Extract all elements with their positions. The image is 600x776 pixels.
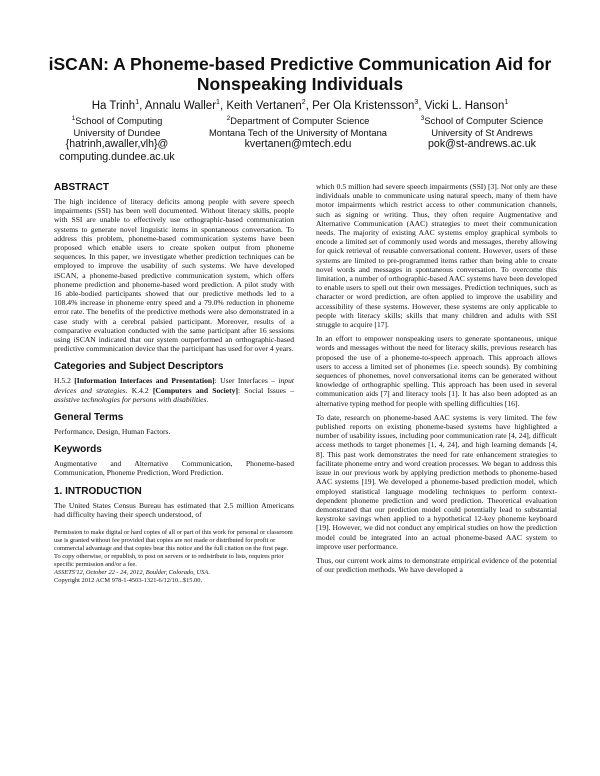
author-name: Keith Vertanen — [226, 100, 302, 112]
author-affiliation-marker: 1 — [216, 99, 220, 107]
category-subject: : User Interfaces – — [214, 376, 275, 386]
abstract-text: The high incidence of literacy deficits among people with severe speech impairments (SSI) has been well documented. Without literacy skills, people with SSI are unable to effectively use orthographic-based communication systems to generate novel linguistic items in spontaneous conversation. To address this problem, phoneme-based communication systems have been proposed which enable users to create spoken output from phoneme sequences. In this paper, we investigate whether prediction techniques can be employed to improve the usability of such systems. We have developed iSCAN, a phoneme-based predictive communication system, which offers phoneme prediction and phoneme-based word prediction. A pilot study with 16 able-bodied participants showed that our predictive methods led to a 108.4% increase in phoneme entry speed and a 79.0% reduction in phoneme error rate. The benefits of the predictive methods were also demonstrated in a case study with a cerebral palsied participant. Moreover, results of a comparative evaluation conducted with the same participant after 16 sessions using iSCAN indicated that our system outperformed an orthographic-based predictive communication device that the participant has used for over 4 years. — [54, 197, 294, 354]
general-terms-text: Performance, Design, Human Factors. — [54, 427, 171, 437]
paper-title: iSCAN: A Phoneme-based Predictive Communication Aid for Nonspeaking Individuals — [48, 54, 552, 94]
affiliation-email: pok@st-andrews.ac.uk — [428, 138, 536, 150]
affiliation-email-domain: computing.dundee.ac.uk — [59, 150, 175, 163]
category-name: [Information Interfaces and Presentation] — [74, 376, 215, 386]
affiliation-email: {hatrinh,awaller,vlh}@ — [65, 138, 169, 150]
affiliation-institution: University of Dundee — [73, 126, 161, 138]
introduction-heading: 1. INTRODUCTION — [54, 485, 142, 497]
affiliation-department: School of Computing — [75, 115, 163, 126]
introduction-text: The United States Census Bureau has estimated that 2.5 million Americans had difficulty having their speech understood, of — [54, 500, 294, 519]
category-code: K.4.2 — [131, 385, 149, 395]
right-column — [316, 182, 557, 574]
author-affiliation-marker: 2 — [301, 99, 306, 107]
affiliation-number: 2 — [226, 114, 231, 122]
category-code: H.5.2 — [54, 376, 71, 386]
author-name: Ha Trinh — [91, 100, 136, 112]
author-affiliation-marker: 1 — [135, 99, 140, 107]
affiliation-montana — [198, 115, 398, 151]
author-name: Annalu Waller — [144, 100, 217, 112]
author-affiliation-marker: 1 — [504, 99, 509, 107]
body-paragraph: Thus, our current work aims to demonstrate empirical evidence of the potential of our prediction methods. We have developed a — [316, 555, 557, 575]
general-terms-heading: General Terms — [54, 412, 124, 424]
affiliation-institution: Montana Tech of the University of Montana — [208, 126, 388, 138]
copyright-text: Copyright 2012 ACM 978-1-4503-1321-6/12/10...$15.00. — [54, 576, 203, 584]
author-affiliation-marker: 3 — [414, 99, 419, 107]
left-column — [54, 182, 294, 584]
affiliation-department: Department of Computer Science — [230, 115, 370, 126]
body-paragraph: which 0.5 million had severe speech impairments (SSI) [3]. Not only are these individuals unable to communicate using natural speech, many of them have motor impairments which restrict access to other communication channels, such as signing or writing. Thus, they often require Augmentative and Alternative Communication (AAC) strategies to meet their communication needs. The majority of existing AAC systems employ graphical symbols to encode a limited set of commonly used words and messages, thereby allowing for quick retrieval of reusable conversational content. However, users of these systems are limited to pre-programmed items rather than being able to create novel words and messages in spontaneous conversation. To overcome this limitation, a number of orthographic-based AAC systems have been developed to enable users to spell out their own messages. Prediction techniques, such as character or word prediction, are often applied to improve the usability and accessibility of these systems. However, these systems are only applicable to people with literacy skills; skills that many children and adults with SSI struggle to acquire [17]. — [316, 182, 557, 330]
categories-heading: Categories and Subject Descriptors — [54, 361, 224, 373]
affiliation-dundee — [42, 115, 192, 163]
category-descriptor: assistive technologies for persons with disabilities. — [54, 394, 209, 404]
keywords-text: Augmentative and Alternative Communication, Phoneme-based Communication, Phoneme Prediction, Word Prediction. — [54, 459, 294, 478]
affiliation-st-andrews — [402, 115, 562, 151]
permission-notice — [54, 529, 294, 584]
permission-text: Permission to make digital or hard copies of all or part of this work for personal or classroom use is granted without fee provided that copies are not made or distributed for profit or commercial advantage and that copies bear this notice and the full citation on the first page. To copy otherwise, or republish, to post on servers or to redistribute to lists, requires prior specific permission and/or a fee. — [54, 529, 293, 568]
author-name: Vicki L. Hanson — [424, 100, 505, 112]
body-paragraph: In an effort to empower nonspeaking users to generate spontaneous, unique words and messages without the need for literacy skills, previous research has proposed the use of a phoneme-to-speech approach. This approach allows users to access a limited set of phonemes (i.e. speech sounds). By combining sequences of phonemes, novel conversational items can be generated without knowledge of orthographic spelling. This approach has been used in several communication aids [7] and literacy tools [1]. It has also been adopted as an alternative typing method for people with spelling difficulties [16]. — [316, 334, 557, 408]
category-subject: : Social Issues – — [237, 385, 294, 395]
author-list: Ha Trinh$^1$, Annalu Waller$^1$, Keith Vertanen$^2$, Per Ola Kristensson$^3$, Vicki L. Hanson$^1$ — [91, 99, 509, 112]
affiliation-number: 1 — [71, 114, 76, 122]
author-name: Per Ola Kristensson — [312, 100, 415, 112]
body-paragraph: To date, research on phoneme-based AAC systems is very limited. The few published reports on existing phoneme-based systems have highlighted a number of usability issues, including poor communication rate [4, 24], difficult access methods to target phonemes [1, 4, 24], and high learning demands [4, 8]. This past work demonstrates the need for rate enhancement strategies to facilitate phoneme entry and word creation processes. We began to address this issue in our previous work by applying prediction methods to phoneme-based AAC systems [19]. We developed a phoneme-based prediction model, which employed statistical language modeling techniques to perform context-dependent phoneme prediction and word prediction. Theoretical evaluation demonstrated that our prediction model could potentially lead to substantial keystroke savings when applied to a hypothetical 12-key phoneme keyboard [19]. However, we did not conduct any empirical studies on how the prediction model could be integrated into an actual phoneme-based AAC system to improve user performance. — [316, 412, 557, 551]
affiliation-email: kvertanen@mtech.edu — [244, 138, 352, 150]
categories-text — [54, 376, 294, 404]
keywords-heading: Keywords — [54, 444, 102, 456]
affiliation-number: 3 — [420, 114, 425, 122]
venue-text: ASSETS'12, October 22 - 24, 2012, Boulder, Colorado, USA. — [54, 568, 210, 576]
abstract-heading: ABSTRACT — [54, 182, 109, 193]
category-name: [Computers and Society] — [152, 385, 238, 395]
category-descriptor: input devices and strategies. — [54, 376, 294, 395]
affiliation-institution: University of St Andrews — [431, 126, 533, 138]
affiliation-department: School of Computer Science — [424, 115, 544, 126]
